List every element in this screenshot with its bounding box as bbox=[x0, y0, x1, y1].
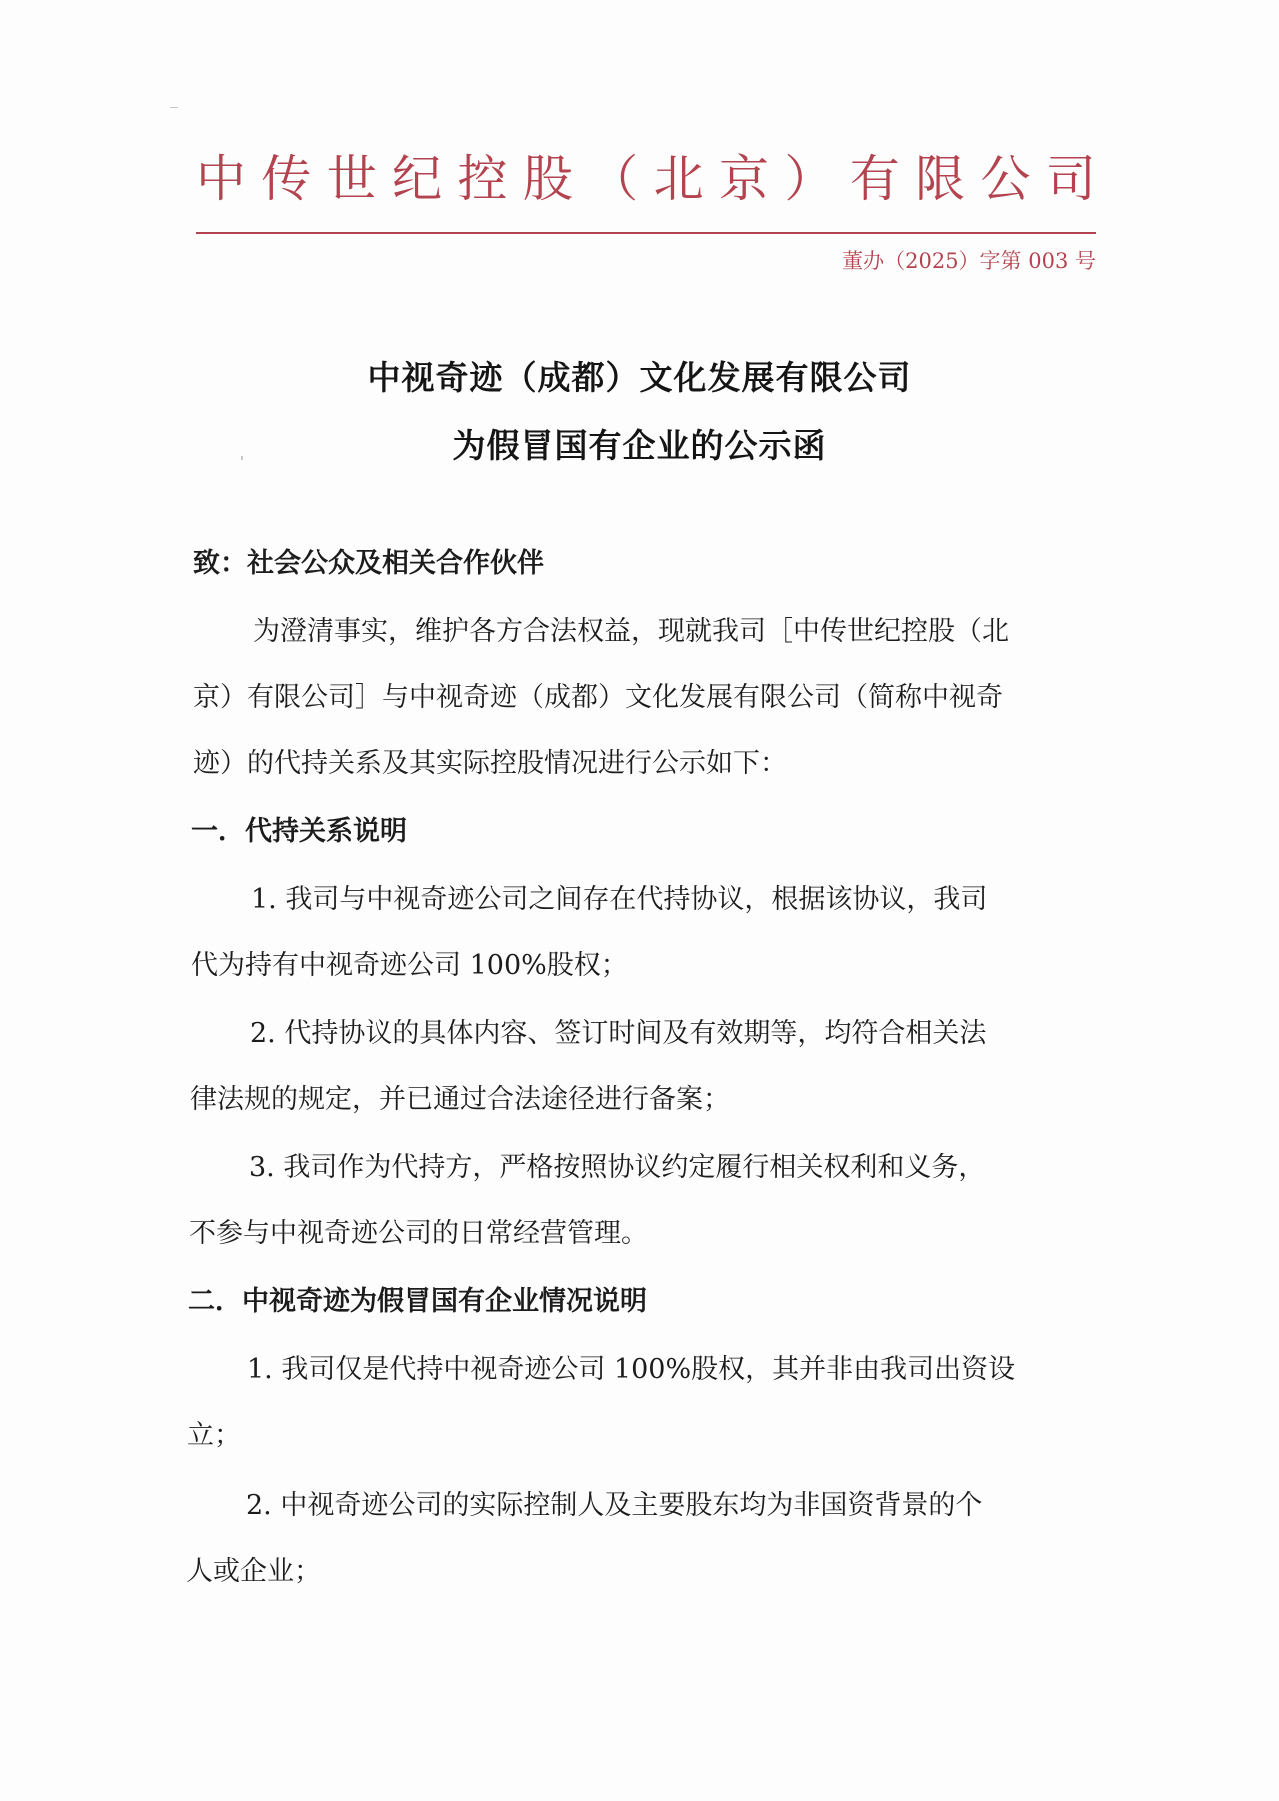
letterhead-char: 纪 bbox=[392, 150, 443, 208]
title-line-1: 中视奇迹（成都）文化发展有限公司 bbox=[367, 358, 912, 397]
company-letterhead bbox=[196, 140, 1096, 218]
letterhead-char: 中 bbox=[196, 150, 246, 208]
section-1-item-1-line-1: 1. 我司与中视奇迹公司之间存在代持协议，根据该协议，我司 bbox=[251, 884, 988, 915]
letterhead-char: 公 bbox=[980, 150, 1031, 208]
section-2-item-2-line-2: 人或企业； bbox=[186, 1556, 321, 1587]
letterhead-char: ） bbox=[784, 150, 835, 208]
letterhead-char: 有 bbox=[849, 150, 900, 208]
letterhead-char: 世 bbox=[326, 150, 377, 208]
document-number: 董办（2025）字第 003 号 bbox=[842, 249, 1096, 273]
section-2-heading: 二．中视奇迹为假冒国有企业情况说明 bbox=[188, 1286, 647, 1317]
letterhead-char: 控 bbox=[457, 150, 508, 208]
section-2-item-1-line-2: 立； bbox=[187, 1420, 241, 1451]
letterhead-char: 限 bbox=[915, 150, 966, 208]
scan-speck bbox=[241, 456, 243, 460]
scan-speck bbox=[170, 107, 178, 108]
section-1-heading: 一．代持关系说明 bbox=[191, 816, 407, 847]
letterhead-char: 传 bbox=[261, 150, 312, 208]
letterhead-divider bbox=[196, 232, 1096, 234]
section-2-item-2-line-1: 2. 中视奇迹公司的实际控制人及主要股东均为非国资背景的个 bbox=[246, 1490, 983, 1521]
intro-line-2: 京）有限公司］与中视奇迹（成都）文化发展有限公司（简称中视奇 bbox=[193, 682, 1003, 713]
letterhead-char: （ bbox=[588, 150, 639, 208]
intro-line-3: 迹）的代持关系及其实际控股情况进行公示如下： bbox=[193, 748, 787, 779]
letterhead-char: 司 bbox=[1045, 150, 1096, 208]
section-1-item-1-line-2: 代为持有中视奇迹公司 100%股权； bbox=[191, 950, 628, 981]
salutation: 致：社会公众及相关合作伙伴 bbox=[193, 548, 544, 579]
letterhead-char: 京 bbox=[719, 150, 769, 208]
intro-line-1: 为澄清事实，维护各方合法权益，现就我司［中传世纪控股（北 bbox=[253, 616, 1009, 647]
section-2-item-1-line-1: 1. 我司仅是代持中视奇迹公司 100%股权，其并非由我司出资设 bbox=[247, 1354, 1016, 1385]
section-1-item-3-line-2: 不参与中视奇迹公司的日常经营管理。 bbox=[189, 1218, 648, 1249]
title-line-2: 为假冒国有企业的公示函 bbox=[452, 426, 827, 465]
section-1-item-3-line-1: 3. 我司作为代持方，严格按照协议约定履行相关权利和义务， bbox=[249, 1152, 986, 1183]
section-1-item-2-line-2: 律法规的规定，并已通过合法途径进行备案； bbox=[190, 1084, 730, 1115]
section-1-item-2-line-1: 2. 代持协议的具体内容、签订时间及有效期等，均符合相关法 bbox=[250, 1018, 987, 1049]
letterhead-char: 股 bbox=[522, 150, 573, 208]
letterhead-char: 北 bbox=[653, 150, 704, 208]
